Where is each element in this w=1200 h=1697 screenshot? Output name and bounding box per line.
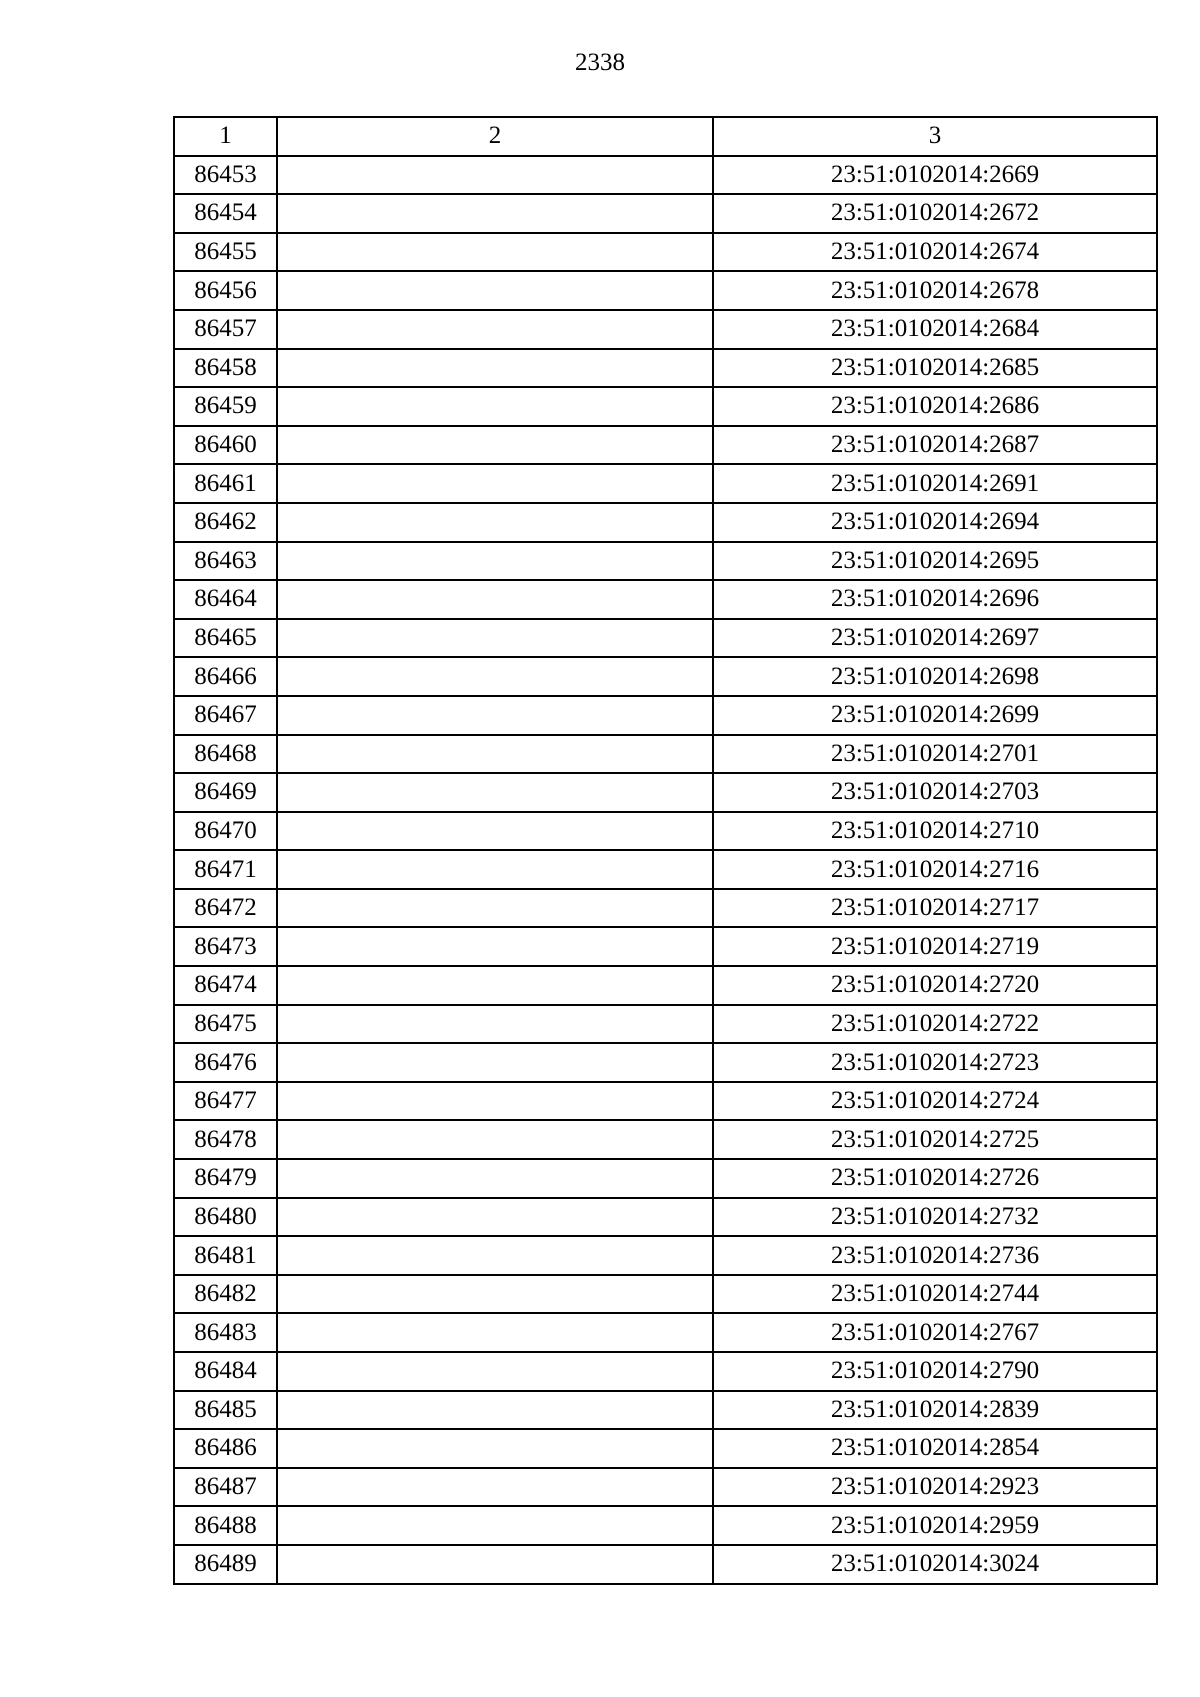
cadastral-number-cell: 23:51:0102014:2698	[713, 657, 1157, 696]
row-empty-cell	[277, 850, 713, 889]
row-empty-cell	[277, 387, 713, 426]
row-number-cell: 86476	[174, 1043, 277, 1082]
cadastral-number-cell: 23:51:0102014:2686	[713, 387, 1157, 426]
row-number-cell: 86463	[174, 542, 277, 581]
table-row	[174, 735, 1157, 774]
table-row	[174, 1275, 1157, 1314]
row-empty-cell	[277, 1429, 713, 1468]
table-row	[174, 1352, 1157, 1391]
table-row	[174, 1506, 1157, 1545]
table-row	[174, 1159, 1157, 1198]
row-empty-cell	[277, 349, 713, 388]
row-empty-cell	[277, 1043, 713, 1082]
cadastral-number-cell: 23:51:0102014:2854	[713, 1429, 1157, 1468]
row-empty-cell	[277, 735, 713, 774]
cadastral-number-cell: 23:51:0102014:2695	[713, 542, 1157, 581]
column-header-1: 1	[174, 117, 277, 156]
table-row	[174, 696, 1157, 735]
row-empty-cell	[277, 580, 713, 619]
registry-table	[173, 116, 1158, 1585]
row-number-cell: 86484	[174, 1352, 277, 1391]
table-row	[174, 1313, 1157, 1352]
row-empty-cell	[277, 696, 713, 735]
cadastral-number-cell: 23:51:0102014:2722	[713, 1005, 1157, 1044]
row-number-cell: 86486	[174, 1429, 277, 1468]
row-empty-cell	[277, 619, 713, 658]
table-row	[174, 194, 1157, 233]
row-empty-cell	[277, 1275, 713, 1314]
row-empty-cell	[277, 464, 713, 503]
row-number-cell: 86456	[174, 271, 277, 310]
table-row	[174, 271, 1157, 310]
row-number-cell: 86457	[174, 310, 277, 349]
table-row	[174, 812, 1157, 851]
row-empty-cell	[277, 966, 713, 1005]
row-number-cell: 86488	[174, 1506, 277, 1545]
row-number-cell: 86483	[174, 1313, 277, 1352]
row-number-cell: 86465	[174, 619, 277, 658]
column-header-2: 2	[277, 117, 713, 156]
cadastral-number-cell: 23:51:0102014:2717	[713, 889, 1157, 928]
cadastral-number-cell: 23:51:0102014:2699	[713, 696, 1157, 735]
cadastral-number-cell: 23:51:0102014:2694	[713, 503, 1157, 542]
table-row	[174, 1082, 1157, 1121]
row-empty-cell	[277, 657, 713, 696]
row-empty-cell	[277, 310, 713, 349]
cadastral-number-cell: 23:51:0102014:2744	[713, 1275, 1157, 1314]
cadastral-number-cell: 23:51:0102014:2710	[713, 812, 1157, 851]
row-empty-cell	[277, 271, 713, 310]
table-row	[174, 464, 1157, 503]
table-row	[174, 233, 1157, 272]
row-empty-cell	[277, 812, 713, 851]
cadastral-number-cell: 23:51:0102014:2720	[713, 966, 1157, 1005]
table-row	[174, 580, 1157, 619]
table-row	[174, 1545, 1157, 1584]
row-empty-cell	[277, 503, 713, 542]
cadastral-number-cell: 23:51:0102014:2691	[713, 464, 1157, 503]
cadastral-number-cell: 23:51:0102014:2672	[713, 194, 1157, 233]
table-row	[174, 1198, 1157, 1237]
row-empty-cell	[277, 194, 713, 233]
cadastral-number-cell: 23:51:0102014:2684	[713, 310, 1157, 349]
row-number-cell: 86466	[174, 657, 277, 696]
row-number-cell: 86471	[174, 850, 277, 889]
cadastral-number-cell: 23:51:0102014:2723	[713, 1043, 1157, 1082]
row-number-cell: 86468	[174, 735, 277, 774]
row-number-cell: 86473	[174, 927, 277, 966]
cadastral-number-cell: 23:51:0102014:2959	[713, 1506, 1157, 1545]
row-number-cell: 86454	[174, 194, 277, 233]
cadastral-number-cell: 23:51:0102014:2687	[713, 426, 1157, 465]
row-number-cell: 86478	[174, 1120, 277, 1159]
row-number-cell: 86472	[174, 889, 277, 928]
table-row	[174, 657, 1157, 696]
table-row	[174, 503, 1157, 542]
cadastral-number-cell: 23:51:0102014:2674	[713, 233, 1157, 272]
row-number-cell: 86470	[174, 812, 277, 851]
row-empty-cell	[277, 1391, 713, 1430]
row-empty-cell	[277, 1120, 713, 1159]
cadastral-number-cell: 23:51:0102014:2697	[713, 619, 1157, 658]
table-row	[174, 1429, 1157, 1468]
row-number-cell: 86482	[174, 1275, 277, 1314]
table-row	[174, 310, 1157, 349]
cadastral-number-cell: 23:51:0102014:2669	[713, 156, 1157, 195]
cadastral-number-cell: 23:51:0102014:2732	[713, 1198, 1157, 1237]
cadastral-number-cell: 23:51:0102014:2724	[713, 1082, 1157, 1121]
cadastral-number-cell: 23:51:0102014:2839	[713, 1391, 1157, 1430]
row-empty-cell	[277, 1313, 713, 1352]
row-number-cell: 86455	[174, 233, 277, 272]
table-row	[174, 349, 1157, 388]
row-number-cell: 86469	[174, 773, 277, 812]
row-empty-cell	[277, 1352, 713, 1391]
table-row	[174, 1120, 1157, 1159]
row-empty-cell	[277, 1159, 713, 1198]
table-header-row	[174, 117, 1157, 156]
cadastral-number-cell: 23:51:0102014:2685	[713, 349, 1157, 388]
table-row	[174, 426, 1157, 465]
row-number-cell: 86485	[174, 1391, 277, 1430]
row-number-cell: 86481	[174, 1236, 277, 1275]
row-empty-cell	[277, 1198, 713, 1237]
cadastral-number-cell: 23:51:0102014:2719	[713, 927, 1157, 966]
cadastral-number-cell: 23:51:0102014:2790	[713, 1352, 1157, 1391]
row-empty-cell	[277, 1506, 713, 1545]
table-row	[174, 1236, 1157, 1275]
table-row	[174, 1391, 1157, 1430]
cadastral-number-cell: 23:51:0102014:2726	[713, 1159, 1157, 1198]
row-number-cell: 86460	[174, 426, 277, 465]
page-number: 2338	[575, 49, 625, 76]
table-row	[174, 542, 1157, 581]
row-number-cell: 86467	[174, 696, 277, 735]
row-number-cell: 86477	[174, 1082, 277, 1121]
row-empty-cell	[277, 889, 713, 928]
row-number-cell: 86464	[174, 580, 277, 619]
cadastral-number-cell: 23:51:0102014:2725	[713, 1120, 1157, 1159]
row-number-cell: 86453	[174, 156, 277, 195]
table-row	[174, 156, 1157, 195]
table-row	[174, 889, 1157, 928]
row-number-cell: 86462	[174, 503, 277, 542]
cadastral-number-cell: 23:51:0102014:2696	[713, 580, 1157, 619]
row-number-cell: 86479	[174, 1159, 277, 1198]
row-empty-cell	[277, 1468, 713, 1507]
table-row	[174, 1005, 1157, 1044]
row-empty-cell	[277, 542, 713, 581]
row-number-cell: 86474	[174, 966, 277, 1005]
cadastral-number-cell: 23:51:0102014:2678	[713, 271, 1157, 310]
row-empty-cell	[277, 1005, 713, 1044]
table-row	[174, 1468, 1157, 1507]
row-number-cell: 86461	[174, 464, 277, 503]
row-number-cell: 86487	[174, 1468, 277, 1507]
row-empty-cell	[277, 233, 713, 272]
table-row	[174, 1043, 1157, 1082]
cadastral-number-cell: 23:51:0102014:2736	[713, 1236, 1157, 1275]
cadastral-number-cell: 23:51:0102014:2716	[713, 850, 1157, 889]
column-header-3: 3	[713, 117, 1157, 156]
cadastral-number-cell: 23:51:0102014:2767	[713, 1313, 1157, 1352]
table-row	[174, 927, 1157, 966]
row-empty-cell	[277, 1545, 713, 1584]
table-row	[174, 387, 1157, 426]
row-number-cell: 86459	[174, 387, 277, 426]
row-number-cell: 86475	[174, 1005, 277, 1044]
row-number-cell: 86480	[174, 1198, 277, 1237]
table-row	[174, 966, 1157, 1005]
row-empty-cell	[277, 1236, 713, 1275]
table-row	[174, 850, 1157, 889]
row-empty-cell	[277, 1082, 713, 1121]
row-empty-cell	[277, 426, 713, 465]
cadastral-number-cell: 23:51:0102014:2701	[713, 735, 1157, 774]
cadastral-number-cell: 23:51:0102014:3024	[713, 1545, 1157, 1584]
row-number-cell: 86489	[174, 1545, 277, 1584]
cadastral-number-cell: 23:51:0102014:2923	[713, 1468, 1157, 1507]
cadastral-number-cell: 23:51:0102014:2703	[713, 773, 1157, 812]
table-row	[174, 619, 1157, 658]
row-empty-cell	[277, 773, 713, 812]
row-number-cell: 86458	[174, 349, 277, 388]
row-empty-cell	[277, 156, 713, 195]
table-body	[174, 117, 1157, 1584]
row-empty-cell	[277, 927, 713, 966]
table-row	[174, 773, 1157, 812]
